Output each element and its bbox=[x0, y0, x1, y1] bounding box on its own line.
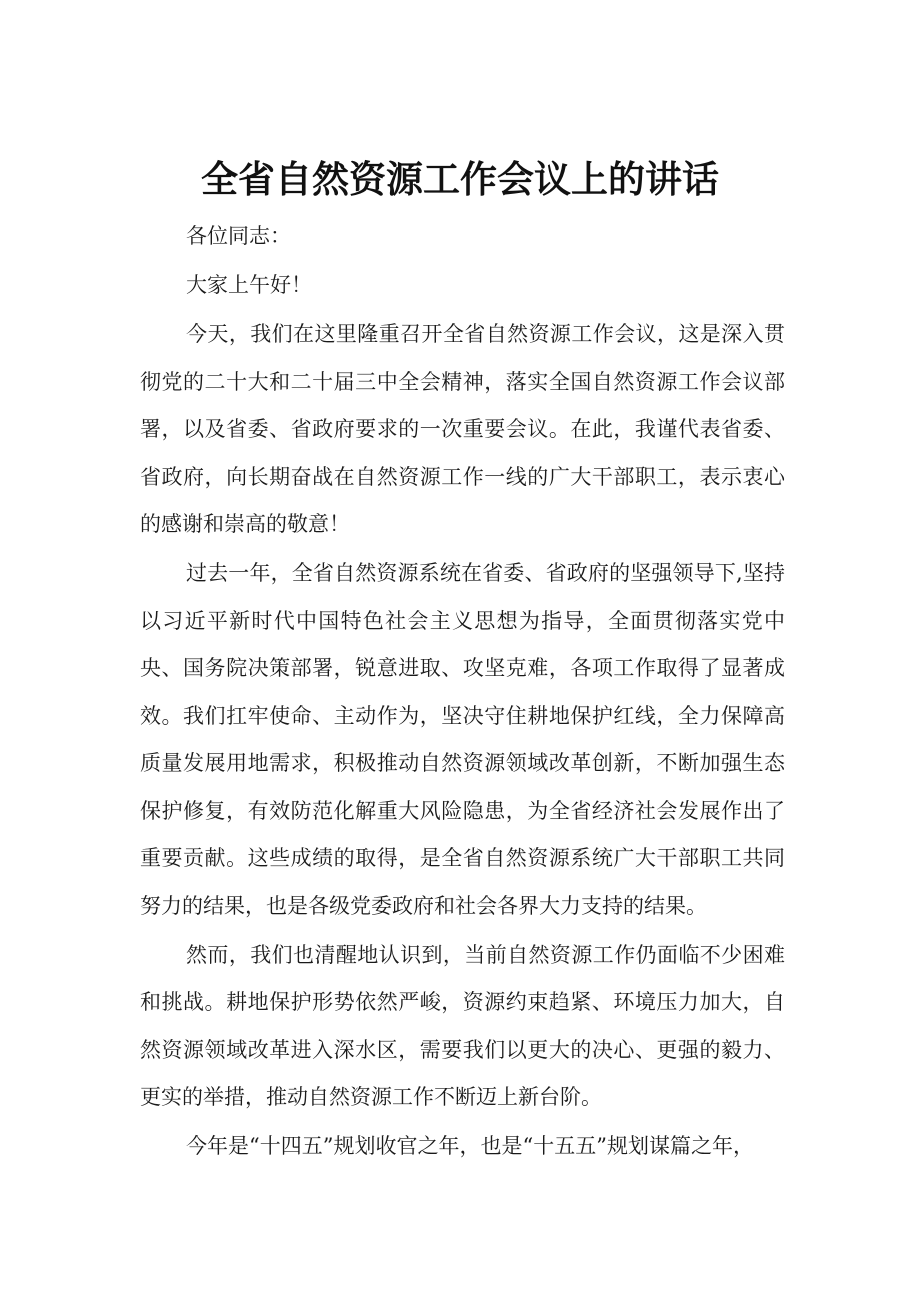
document-body bbox=[140, 213, 785, 1173]
salutation: 各位同志： bbox=[186, 224, 291, 248]
paragraph-2: 过去一年，全省自然资源系统在省委、省政府的坚强领导下,坚持以习近平新时代中国特色社会主义思想为指导，全面贯彻落实党中央、国务院决策部署，锐意进取、攻坚克难，各项工作取得了显著成效。我们扛牢使命、主动作为，坚决守住耕地保护红线，全力保障高质量发展用地需求，积极推动自然资源领域改革创新，不断加强生态保护修复，有效防范化解重大风险隐患，为全省经济社会发展作出了重要贡献。这些成绩的取得，是全省自然资源系统广大干部职工共同努力的结果，也是各级党委政府和社会各界大力支持的结果。 bbox=[140, 561, 785, 918]
document-title: 全省自然资源工作会议上的讲话 bbox=[201, 158, 719, 201]
paragraph-1: 今天，我们在这里隆重召开全省自然资源工作会议，这是深入贯彻党的二十大和二十届三中全会精神，落实全国自然资源工作会议部署，以及省委、省政府要求的一次重要会议。在此，我谨代表省委、省政府，向长期奋战在自然资源工作一线的广大干部职工，表示衷心的感谢和崇高的敬意！ bbox=[140, 322, 785, 537]
greeting: 大家上午好！ bbox=[186, 273, 312, 298]
paragraph-3: 然而，我们也清醒地认识到，当前自然资源工作仍面临不少困难和挑战。耕地保护形势依然严峻，资源约束趋紧、环境压力加大，自然资源领域改革进入深水区，需要我们以更大的决心、更强的毅力、更实的举措，推动自然资源工作不断迈上新台阶。 bbox=[140, 942, 785, 1110]
paragraph-4: 今年是“十四五”规划收官之年，也是“十五五”规划谋篇之年， bbox=[186, 1134, 754, 1159]
